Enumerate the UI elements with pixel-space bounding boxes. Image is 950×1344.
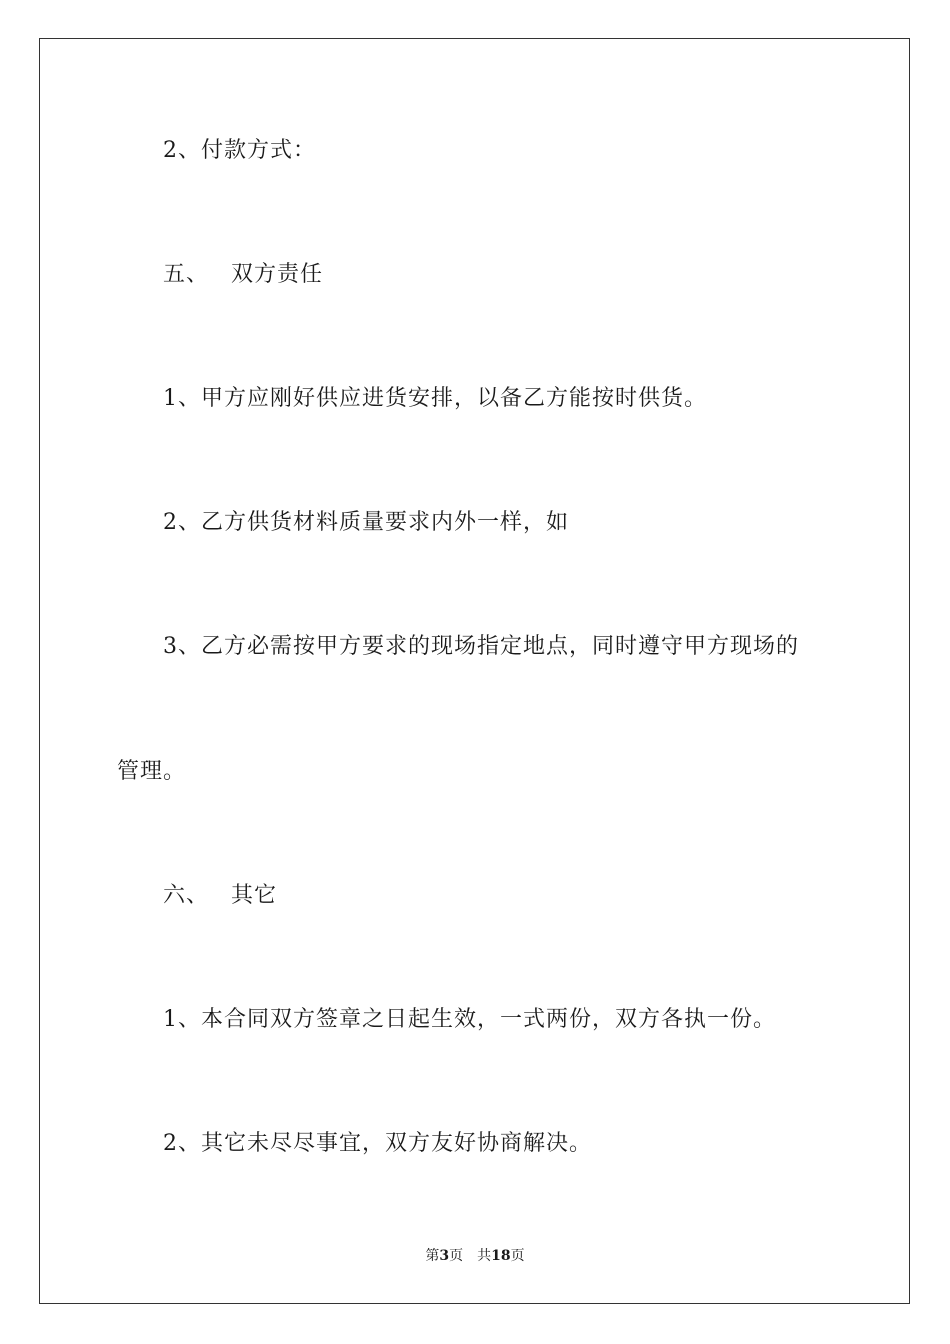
responsibility-item-3 xyxy=(163,632,799,662)
page-suffix: 页 xyxy=(449,1248,464,1264)
paragraph-text: 3、乙方必需按甲方要求的现场指定地点，同时遵守甲方现场的 xyxy=(163,634,799,659)
other-item-2 xyxy=(163,1129,592,1159)
payment-method-line xyxy=(163,136,316,166)
total-prefix: 共 xyxy=(477,1248,492,1264)
responsibility-item-2 xyxy=(163,508,569,538)
paragraph-text: 管理。 xyxy=(117,759,187,784)
section-title: 其它 xyxy=(231,883,278,908)
total-suffix: 页 xyxy=(510,1248,525,1264)
other-item-1 xyxy=(163,1005,776,1035)
paragraph-text: 2、乙方供货材料质量要求内外一样，如 xyxy=(163,510,569,535)
section-heading-responsibilities xyxy=(163,260,323,290)
paragraph-text: 2、其它未尽尽事宜，双方友好协商解决。 xyxy=(163,1131,592,1156)
section-number: 六、 xyxy=(163,883,210,908)
section-heading-other xyxy=(163,881,277,911)
paragraph-text: 1、本合同双方签章之日起生效，一式两份，双方各执一份。 xyxy=(163,1007,776,1032)
total-pages: 18 xyxy=(491,1248,511,1264)
page-footer xyxy=(0,1246,950,1266)
page-border xyxy=(39,38,910,1304)
page-number: 3 xyxy=(439,1248,450,1264)
responsibility-item-3-continued xyxy=(117,757,186,787)
paragraph-text: 1、甲方应刚好供应进货安排，以备乙方能按时供货。 xyxy=(163,386,707,411)
section-number: 五、 xyxy=(163,262,210,287)
section-title: 双方责任 xyxy=(231,262,324,287)
paragraph-text: 2、付款方式： xyxy=(163,138,316,163)
responsibility-item-1 xyxy=(163,384,707,414)
page-prefix: 第 xyxy=(425,1248,440,1264)
